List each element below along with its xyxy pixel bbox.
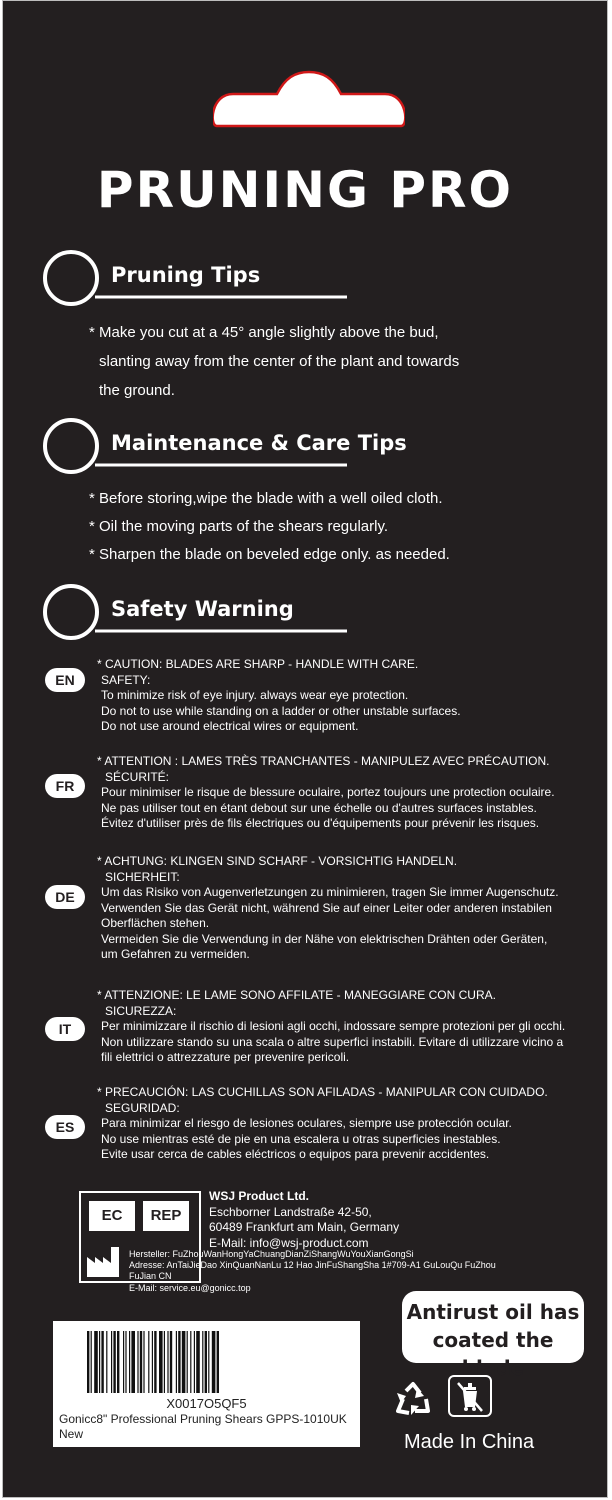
barcode-bar (106, 1331, 107, 1393)
barcode-bar (117, 1331, 119, 1393)
barcode-bar (94, 1331, 98, 1393)
barcode-bar (87, 1331, 89, 1393)
manufacturer-info: Hersteller: FuZhouWanHongYaChuangDianZiShangWuYouXianGongSi Adresse: AnTaiJieDao XinQuanNanLu 12 Hao JinFuShangSha 1#709-A1 GuLouQu FuZhou FuJian CN E-Mail: service.eu@gonicc.top (129, 1249, 496, 1293)
barcode-bar (212, 1331, 216, 1393)
barcode-bar (123, 1331, 124, 1393)
barcode-bar (131, 1331, 135, 1393)
barcode-bar (170, 1331, 172, 1393)
barcode-bar (148, 1331, 149, 1393)
barcode-bar (178, 1331, 180, 1393)
lang-badge-es: ES (45, 1115, 85, 1139)
product-card (2, 0, 608, 1498)
made-in-label: Made In China (404, 1431, 535, 1453)
section-heading: Safety Warning (111, 597, 294, 621)
list-item: * Sharpen the blade on beveled edge only. as needed. (89, 546, 450, 563)
manufacturer-factory-icon (85, 1245, 121, 1279)
recycle-icon (393, 1381, 433, 1417)
section-heading: Maintenance & Care Tips (111, 431, 407, 455)
barcode-bar (217, 1331, 219, 1393)
ec-label: EC (89, 1201, 135, 1231)
pruning-tips-text: * Make you cut at a 45° angle slightly above the bud, slanting away from the center of the plant and towards the ground. (89, 324, 460, 399)
barcode-bar (167, 1331, 168, 1393)
barcode-bar (154, 1331, 156, 1393)
antirust-badge: Antirust oil has coated the blade (402, 1291, 584, 1363)
barcode-bar (140, 1331, 142, 1393)
lang-badge-de: DE (45, 885, 85, 909)
lang-badge-en: EN (45, 668, 85, 692)
rep-label: REP (143, 1201, 189, 1231)
warning-es: * PRECAUCIÓN: LAS CUCHILLAS SON AFILADAS - MANIPULAR CON CUIDADO. SEGURIDAD: Para minimizar el riesgo de lesiones oculares, siempre use protección ocular. No use mientras esté de pie en una escalera u otras superficies inestables. Evite usar cerca de cables eléctricos o equipos para prevenir accidentes. (97, 1085, 548, 1161)
barcode-bar (190, 1331, 191, 1393)
barcode-bar (194, 1331, 195, 1393)
barcode-bar (196, 1331, 200, 1393)
barcode-bar (113, 1331, 115, 1393)
barcode-bars (87, 1331, 327, 1393)
barcode-bar (159, 1331, 163, 1393)
list-item: * Before storing,wipe the blade with a well oiled cloth. (89, 490, 443, 507)
barcode-bar (205, 1331, 207, 1393)
warning-de: * ACHTUNG: KLINGEN SIND SCHARF - VORSICHTIG HANDELN. SICHERHEIT: Um das Risiko von Augenverletzungen zu minimieren, tragen Sie immer Augenschutz. Verwenden Sie das Gerät nicht, während Sie auf einer Leiter oder anderen instabilen Oberflächen stehen. Vermeiden Sie die Verwendung in der Nähe von elektrischen Drähten oder Geräten, um Gefahren zu vermeiden. (97, 854, 559, 961)
ec-rep-address: WSJ Product Ltd. Eschborner Landstraße 42-50, 60489 Frankfurt am Main, Germany E-Mail: info@wsj-product.com (209, 1189, 400, 1250)
trash-bin-icon (448, 1375, 492, 1417)
maintenance-list (89, 485, 450, 569)
barcode-bar (152, 1331, 153, 1393)
barcode-bar (137, 1331, 138, 1393)
section-safety (41, 581, 361, 643)
barcode-bar (91, 1331, 92, 1393)
barcode-number: X0017O5QF5 (166, 1396, 247, 1411)
list-item: * Oil the moving parts of the shears regularly. (89, 518, 389, 535)
hang-hole (213, 70, 405, 130)
barcode-bar (176, 1331, 177, 1393)
barcode-bar (202, 1331, 203, 1393)
barcode-bar (208, 1331, 209, 1393)
barcode-sticker (53, 1321, 360, 1447)
barcode-bar (111, 1331, 112, 1393)
barcode-bar (143, 1331, 144, 1393)
barcode-description: Gonicc8" Professional Pruning Shears GPPS-1010UK New (59, 1412, 347, 1441)
barcode-bar (125, 1331, 126, 1393)
section-heading: Pruning Tips (111, 263, 261, 287)
barcode-bar (129, 1331, 130, 1393)
product-title: PRUNING PRO (96, 161, 514, 219)
lang-badge-it: IT (45, 1017, 85, 1041)
barcode-bar (187, 1331, 188, 1393)
warning-en: * CAUTION: BLADES ARE SHARP - HANDLE WITH CARE. SAFETY: To minimize risk of eye injury. always wear eye protection. Do not to use while standing on a ladder or other unstable surfaces. Do not use around electrical wires or equipment. (97, 657, 461, 733)
barcode-bar (101, 1331, 103, 1393)
section-pruning-tips (41, 247, 361, 309)
barcode-bar (99, 1331, 100, 1393)
barcode-bar (182, 1331, 186, 1393)
section-maintenance (41, 415, 407, 477)
barcode-bar (164, 1331, 165, 1393)
warning-it: * ATTENZIONE: LE LAME SONO AFFILATE - MANEGGIARE CON CURA. SICUREZZA: Per minimizzare il rischio di lesioni agli occhi, indossare sempre protezioni per gli occhi. Non utilizzare stando su una scala o altre superfici instabili. Evitare di utilizzare vicino a fili elettrici o attrezzature per prevenire pericoli. (97, 988, 566, 1064)
trash-bin-icon-graphic (450, 1377, 490, 1415)
warning-fr: * ATTENTION : LAMES TRÈS TRANCHANTES - MANIPULEZ AVEC PRÉCAUTION. SÉCURITÉ: Pour minimiser le risque de blessure oculaire, portez toujours une protection oculaire. Ne pas utiliser tout en étant debout sur une échelle ou d'autres surfaces instables. Évitez d'utiliser près de fils électriques ou d'équipements pour prévenir les risques. (97, 754, 555, 830)
lang-badge-fr: FR (45, 774, 85, 798)
